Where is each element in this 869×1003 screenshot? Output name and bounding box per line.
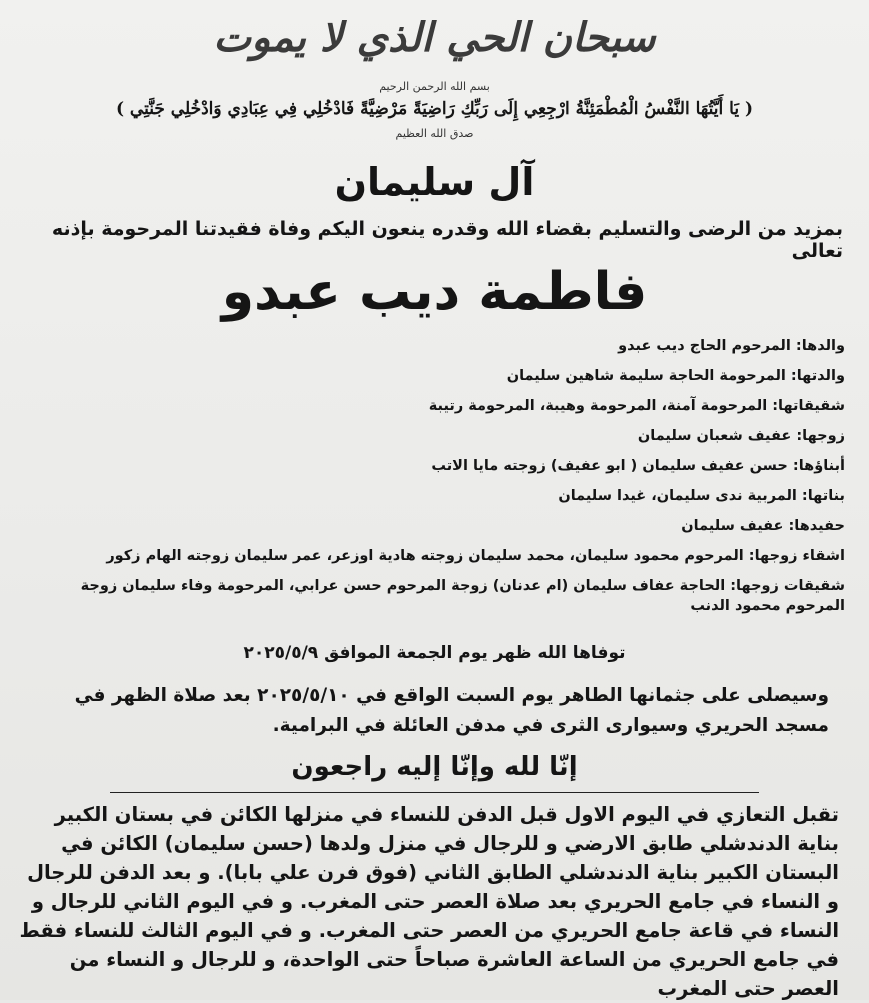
intro-line: بمزيد من الرضى والتسليم بقضاء الله وقدره ينعون اليكم وفاة فقيدتنا المرحومة بإذنه تعالى <box>51 218 843 262</box>
relative-line: أبناؤها: حسن عفيف سليمان ( ابو عفيف) زوجته مايا الاتب <box>431 458 845 474</box>
basmala: بسم الله الرحمن الرحيم <box>379 80 490 93</box>
prayer-notice: وسيصلى على جثمانها الطاهر يوم السبت الواقع في ٢٠٢٥/٥/١٠ بعد صلاة الظهر في مسجد الحريري وسيوارى الثرى في مدفن العائلة في البرامية. <box>74 685 829 736</box>
sadaq-line: صدق الله العظيم <box>395 127 474 140</box>
relative-line: حفيدها: عفيف سليمان <box>681 518 845 534</box>
relative-line: زوجها: عفيف شعبان سليمان <box>637 428 845 444</box>
divider-line <box>110 792 759 793</box>
family-name: آل سليمان <box>334 160 535 204</box>
relative-line: شقيقاتها: المرحومة آمنة، المرحومة وهيبة، المرحومة رتيبة <box>428 398 845 414</box>
quran-verse: ( يَا أَيَّتُهَا النَّفْسُ الْمُطْمَئِنَّةُ ارْجِعِي إِلَى رَبِّكِ رَاضِيَةً مَرْضِيَّةً فَادْخُلِي فِي عِبَادِي وَادْخُلِي جَنَّتِي ) <box>115 99 754 119</box>
inna-lillah: إنّا لله وإنّا إليه راجعون <box>291 752 578 782</box>
calligraphy-logo: سبحان الحي الذي لا يموت <box>213 14 656 61</box>
condolence-details: تقبل التعازي في اليوم الاول قبل الدفن للنساء في منزلها الكائن في بستان الكبير بناية الدندشلي طابق الارضي و للرجال في منزل ولدها (حسن سليمان) الكائن في البستان الكبير بناية الدندشلي الطابق الثاني (فوق فرن علي بابا). و بعد الدفن للرجال و النساء في جامع الحريري بعد صلاة العصر حتى المغرب. و في اليوم الثاني للرجال و النساء في قاعة جامع الحريري من العصر حتى المغرب. و في اليوم الثالث للنساء فقط في جامع الحريري من الساعة العاشرة صباحاً حتى الواحدة، و للرجال و النساء من العصر حتى المغرب <box>19 803 839 1000</box>
relative-line: والدها: المرحوم الحاج ديب عبدو <box>618 338 845 354</box>
death-notice: توفاها الله ظهر يوم الجمعة الموافق ٢٠٢٥/٥/٩ <box>243 643 626 663</box>
relative-line: اشقاء زوجها: المرحوم محمود سليمان، محمد سليمان زوجته هادية اوزعر، عمر سليمان زوجته الهام زكور <box>106 548 845 564</box>
relatives-list <box>24 336 845 622</box>
relative-line: شقيقات زوجها: الحاجة عفاف سليمان (ام عدنان) زوجة المرحوم حسن عرابي، المرحومة وفاء سليمان زوجة المرحوم محمود الدنب <box>80 578 845 614</box>
deceased-name: فاطمة ديب عبدو <box>221 262 648 322</box>
relative-line: والدتها: المرحومة الحاجة سليمة شاهين سليمان <box>506 368 845 384</box>
relative-line: بناتها: المربية ندى سليمان، غيدا سليمان <box>558 488 845 504</box>
